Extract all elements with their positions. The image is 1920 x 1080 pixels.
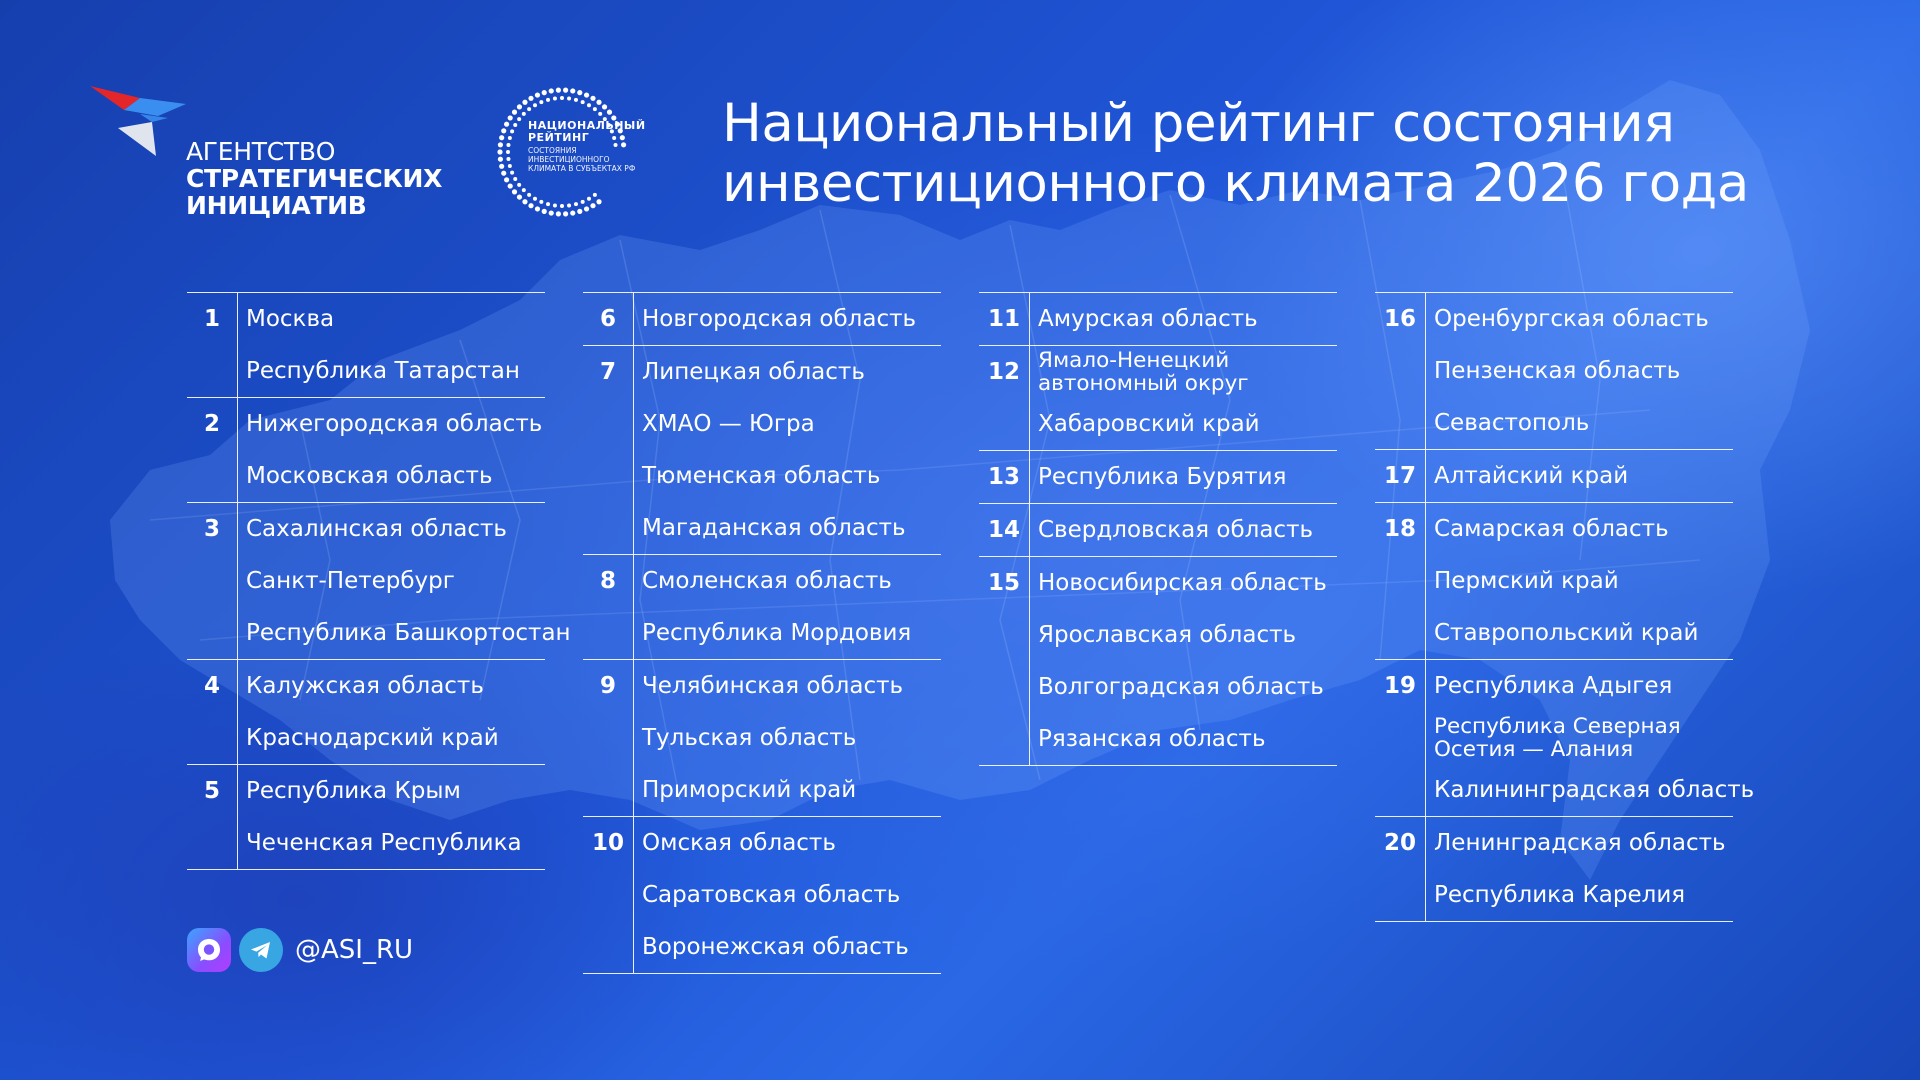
region-name: Новгородская область	[642, 305, 917, 332]
rank-group	[187, 764, 545, 870]
region-name: Москва	[246, 305, 335, 332]
rank-group	[187, 502, 571, 659]
rank-region-list	[1029, 346, 1337, 450]
rank-number: 16	[1383, 306, 1416, 332]
region-name: Севастополь	[1434, 409, 1590, 436]
region-name: Сахалинская область	[246, 515, 507, 542]
rank-group	[187, 659, 545, 764]
rank-region-list	[1029, 451, 1337, 503]
rank-group	[979, 556, 1337, 766]
ranking-column-2	[583, 292, 941, 974]
region-name: Магаданская область	[642, 514, 906, 541]
rank-number: 4	[203, 673, 220, 699]
max-logo-glyph-icon	[195, 936, 223, 964]
region-name: Свердловская область	[1038, 516, 1314, 543]
region-name: Калужская область	[246, 672, 484, 699]
rating-logo-line2: РЕЙТИНГ	[528, 131, 590, 144]
region-name: Волгоградская область	[1038, 673, 1324, 700]
rating-logo-line5: КЛИМАТА В СУБЪЕКТАХ РФ	[528, 164, 636, 173]
region-name: Краснодарский край	[246, 724, 499, 751]
region-name: Тульская область	[642, 724, 857, 751]
rank-region-list	[237, 660, 545, 764]
region-name: Саратовская область	[642, 881, 901, 908]
agency-flag-mark-icon	[88, 84, 198, 164]
rank-group	[1375, 502, 1733, 659]
region-name: Республика Крым	[246, 777, 461, 804]
social-handle[interactable]: @ASI_RU	[295, 935, 414, 965]
rank-number: 15	[987, 570, 1020, 596]
rank-region-list	[633, 817, 941, 973]
ranking-column-4	[1375, 292, 1755, 922]
region-name: Республика Карелия	[1434, 881, 1686, 908]
region-name: Липецкая область	[642, 358, 865, 385]
national-rating-logo	[494, 84, 654, 224]
region-name: Самарская область	[1434, 515, 1669, 542]
region-name: Республика Башкортостан	[246, 619, 571, 646]
region-name: Ярославская область	[1038, 621, 1297, 648]
rank-region-list	[1425, 293, 1733, 449]
rank-group	[979, 345, 1337, 450]
region-name: ХМАО — Югра	[642, 410, 815, 437]
agency-logo	[88, 84, 443, 224]
region-name: Смоленская область	[642, 567, 892, 594]
social-footer	[187, 927, 413, 973]
rating-logo-title	[528, 120, 658, 144]
rank-number: 11	[987, 306, 1020, 332]
rank-region-list	[633, 660, 941, 816]
rank-region-list	[1029, 293, 1337, 345]
rank-group	[1375, 292, 1733, 449]
rank-group	[187, 292, 545, 397]
region-name: Республика Северная Осетия — Алания	[1434, 714, 1681, 762]
ranking-column-1	[187, 292, 571, 870]
rank-number: 18	[1383, 516, 1416, 542]
rank-group	[583, 816, 941, 974]
region-name: Омская область	[642, 829, 836, 856]
rank-region-list	[1425, 450, 1733, 502]
agency-name-line3: ИНИЦИАТИВ	[186, 191, 367, 220]
region-name: Воронежская область	[642, 933, 909, 960]
region-name: Республика Мордовия	[642, 619, 912, 646]
rank-number: 17	[1383, 463, 1416, 489]
rank-group	[187, 397, 545, 502]
rating-logo-line3: СОСТОЯНИЯ	[528, 146, 577, 155]
rank-group	[1375, 659, 1755, 816]
region-name: Тюменская область	[642, 462, 881, 489]
rank-number: 2	[203, 411, 220, 437]
rank-region-list	[237, 503, 571, 659]
agency-name	[186, 138, 442, 219]
rank-region-list	[633, 346, 941, 554]
rank-number: 1	[203, 306, 220, 332]
rank-region-list	[237, 293, 545, 397]
rank-number: 13	[987, 464, 1020, 490]
rank-number: 6	[599, 306, 616, 332]
region-name: Чеченская Республика	[246, 829, 522, 856]
region-name: Пермский край	[1434, 567, 1619, 594]
rating-logo-line1: НАЦИОНАЛЬНЫЙ	[528, 119, 646, 132]
region-name: Республика Бурятия	[1038, 463, 1287, 490]
rank-group	[1375, 816, 1733, 922]
rank-region-list	[1029, 504, 1337, 556]
max-messenger-icon[interactable]	[187, 928, 231, 972]
rank-group	[583, 292, 941, 345]
rank-group	[979, 292, 1337, 345]
region-name: Ленинградская область	[1434, 829, 1726, 856]
paper-plane-icon	[248, 937, 274, 963]
rank-group	[1375, 449, 1733, 502]
rank-number: 8	[599, 568, 616, 594]
region-name: Алтайский край	[1434, 462, 1629, 489]
rank-group	[583, 345, 941, 554]
page-title-line1: Национальный рейтинг состояния	[722, 93, 1675, 154]
region-name: Приморский край	[642, 776, 857, 803]
page-title	[722, 94, 1892, 214]
rank-group	[979, 503, 1337, 556]
region-name: Пензенская область	[1434, 357, 1681, 384]
region-name: Московская область	[246, 462, 493, 489]
region-name: Калининградская область	[1434, 776, 1755, 803]
region-name: Нижегородская область	[246, 410, 543, 437]
region-name: Ямало-Ненецкий автономный округ	[1038, 348, 1249, 396]
region-name: Санкт-Петербург	[246, 567, 455, 594]
rank-group	[583, 554, 941, 659]
rank-number: 5	[203, 778, 220, 804]
page-title-line2: инвестиционного климата 2026 года	[722, 153, 1749, 214]
rating-logo-line4: ИНВЕСТИЦИОННОГО	[528, 155, 610, 164]
rank-region-list	[633, 555, 941, 659]
rank-region-list	[1425, 503, 1733, 659]
rank-number: 20	[1383, 830, 1416, 856]
rank-number: 10	[591, 830, 624, 856]
ranking-column-3	[979, 292, 1337, 766]
region-name: Челябинская область	[642, 672, 904, 699]
region-name: Оренбургская область	[1434, 305, 1709, 332]
region-name: Республика Татарстан	[246, 357, 520, 384]
rank-group	[979, 450, 1337, 503]
rank-region-list	[1425, 660, 1755, 816]
region-name: Хабаровский край	[1038, 410, 1260, 437]
rank-group	[583, 659, 941, 816]
rank-number: 7	[599, 359, 616, 385]
rank-region-list	[237, 398, 545, 502]
region-name: Республика Адыгея	[1434, 672, 1673, 699]
rank-number: 19	[1383, 673, 1416, 699]
rank-number: 12	[987, 359, 1020, 385]
region-name: Рязанская область	[1038, 725, 1266, 752]
rank-number: 14	[987, 517, 1020, 543]
telegram-icon[interactable]	[239, 928, 283, 972]
region-name: Ставропольский край	[1434, 619, 1699, 646]
region-name: Амурская область	[1038, 305, 1258, 332]
rank-region-list	[1029, 557, 1337, 765]
rating-logo-subtitle	[528, 146, 648, 173]
agency-name-line2: СТРАТЕГИЧЕСКИХ	[186, 164, 443, 193]
rank-number: 9	[599, 673, 616, 699]
rank-region-list	[633, 293, 941, 345]
region-name: Новосибирская область	[1038, 569, 1327, 596]
rank-region-list	[237, 765, 545, 869]
rank-number: 3	[203, 516, 220, 542]
rank-region-list	[1425, 817, 1733, 921]
agency-name-line1: АГЕНТСТВО	[186, 137, 336, 166]
